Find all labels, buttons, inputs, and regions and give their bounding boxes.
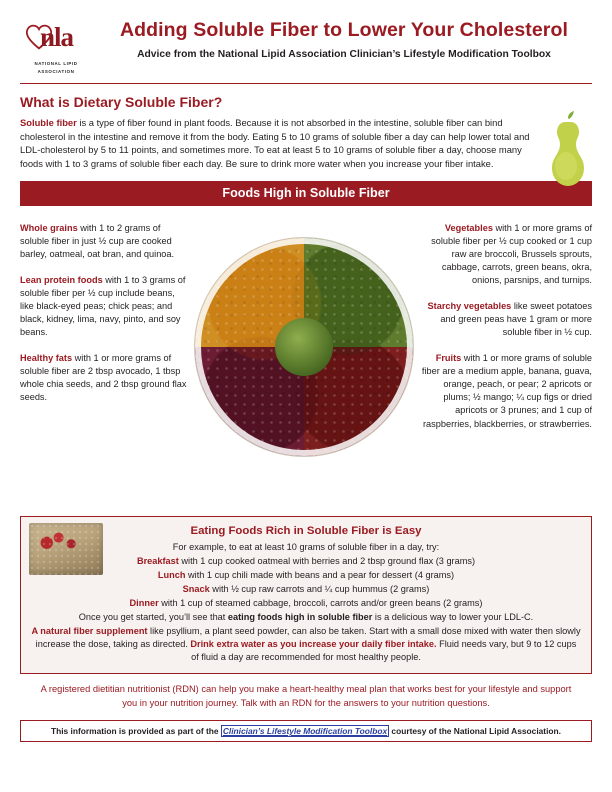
closing-text-emphasis: eating foods high in soluble fiber bbox=[227, 612, 373, 623]
food-item-fruits bbox=[420, 352, 592, 430]
header-divider bbox=[20, 83, 592, 84]
intro-body-text: is a type of fiber found in plant foods. Because it is not absorbed in the intestine, soluble fiber can bind cholesterol in the intestine and remove it from the body. Eating 5 to 10 grams of soluble fiber a day can help lower total and LDL-cholesterol by 5 to 11 points, and sometimes more. To eat at least 5 to 10 grams of soluble fiber a day, choose many foods with 1 to 3 grams of soluble fiber each day. Be sure to drink more water when you increase your fiber intake. bbox=[20, 117, 530, 170]
document-header bbox=[20, 0, 592, 75]
footer-prefix: This information is provided as part of the bbox=[51, 726, 221, 737]
meal-lunch bbox=[31, 569, 581, 582]
meal-label: Dinner bbox=[129, 597, 159, 608]
meal-text: with 1 cup chili made with beans and a pear for dessert (4 grams) bbox=[185, 569, 455, 580]
food-item-text: with 1 to 3 grams of soluble fiber per ½ cup include beans, like black-eyed peas; chick peas; and black, kidney, lima, navy, pinto, and soy beans. bbox=[20, 274, 186, 338]
plate-photo-container bbox=[188, 216, 420, 508]
closing-text-a: Once you get started, you’ll see that bbox=[78, 612, 228, 623]
supplement-term: A natural fiber supplement bbox=[31, 626, 148, 637]
food-item-text: with 1 to 2 grams of soluble fiber in just ½ cup are cooked barley, oatmeal, oat bran, and quinoa. bbox=[20, 222, 175, 259]
food-item-vegetables bbox=[420, 222, 592, 287]
food-item-whole-grains bbox=[20, 222, 188, 261]
food-item-text: with 1 or more grams of soluble fiber per ½ cup cooked or 1 cup raw are broccoli, Brussels sprouts, cabbage, carrots, green beans, okra, onions, parsnips, and turnips. bbox=[431, 222, 592, 285]
rdn-note: A registered dietitian nutritionist (RDN) can help you make a heart-healthy meal plan that works best for your lifestyle and support you in your nutrition journey. Talk with an RDN for the answers to your nutrition questions. bbox=[40, 684, 572, 708]
fluid-note: Fluid needs vary, but 9 to 12 cups of fluid a day are recommended for most healthy people. bbox=[191, 639, 577, 663]
food-item-title: Starchy vegetables bbox=[427, 301, 512, 312]
footer-suffix: courtesy of the National Lipid Association. bbox=[389, 726, 561, 737]
meal-text: with ½ cup raw carrots and ¼ cup hummus (2 grams) bbox=[209, 583, 430, 594]
food-item-starchy-vegetables bbox=[420, 300, 592, 339]
plate-rim bbox=[195, 238, 413, 456]
meal-label: Snack bbox=[182, 583, 210, 594]
panel-closing-2 bbox=[31, 625, 581, 664]
pear-illustration bbox=[544, 110, 590, 188]
logo-wordmark: nla bbox=[40, 22, 74, 52]
food-item-title: Whole grains bbox=[20, 222, 78, 233]
easy-eating-panel bbox=[20, 516, 592, 675]
section-heading-what-is-fiber: What is Dietary Soluble Fiber? bbox=[20, 94, 223, 111]
water-warning: Drink extra water as you increase your daily fiber intake. bbox=[190, 639, 437, 650]
food-item-title: Fruits bbox=[435, 353, 462, 364]
foods-section bbox=[20, 216, 592, 508]
intro-paragraph bbox=[20, 116, 540, 171]
page-subtitle: Advice from the National Lipid Association Clinician’s Lifestyle Modification Toolbox bbox=[137, 49, 551, 61]
footer-attribution bbox=[20, 720, 592, 742]
meal-label: Breakfast bbox=[136, 555, 179, 566]
foods-left-column bbox=[20, 216, 188, 508]
food-item-title: Healthy fats bbox=[20, 353, 73, 364]
meal-text: with 1 cup of steamed cabbage, broccoli, carrots and/or green beans (2 grams) bbox=[158, 597, 483, 608]
food-item-lean-protein bbox=[20, 274, 188, 339]
food-item-title: Lean protein foods bbox=[20, 274, 103, 285]
panel-title: Eating Foods Rich in Soluble Fiber is Easy bbox=[190, 524, 422, 537]
food-item-text: with 1 or more grams of soluble fiber are 2 tbsp avocado, 1 tbsp whole chia seeds, and 2 tbsp ground flax seeds. bbox=[20, 353, 187, 403]
oatmeal-texture bbox=[29, 523, 103, 575]
food-item-healthy-fats bbox=[20, 352, 188, 404]
meal-label: Lunch bbox=[157, 569, 186, 580]
page-title: Adding Soluble Fiber to Lower Your Cholesterol bbox=[119, 19, 569, 41]
meal-snack bbox=[31, 583, 581, 596]
nla-logo bbox=[20, 18, 92, 75]
food-item-text: like sweet potatoes and green peas have 1 gram or more soluble fiber in ½ cup. bbox=[440, 301, 592, 338]
foods-right-column bbox=[420, 216, 592, 508]
header-text bbox=[92, 18, 592, 62]
meal-breakfast bbox=[31, 555, 581, 568]
oatmeal-with-berries-image bbox=[29, 523, 103, 575]
foods-banner: Foods High in Soluble Fiber bbox=[20, 181, 592, 206]
closing-text-c: is a delicious way to lower your LDL-C. bbox=[372, 612, 534, 623]
supplement-text: like psyllium, a plant seed powder, can also be taken. Start with a small dose mixed with water then slowly increase the dose, taking as directed. bbox=[35, 626, 581, 650]
meal-dinner bbox=[31, 597, 581, 610]
logo-mark bbox=[20, 22, 90, 60]
panel-intro: For example, to eat at least 10 grams of soluble fiber in a day, try: bbox=[172, 541, 440, 552]
food-item-title: Vegetables bbox=[444, 222, 493, 233]
logo-subtitle-line1: NATIONAL LIPID bbox=[34, 61, 78, 66]
plate-of-vegetables-image bbox=[195, 238, 413, 456]
food-item-text: with 1 or more grams of soluble fiber are a medium apple, banana, guava, orange, peach, or pear; 2 apricots or plums; ½ mango; ¼ cup figs or dried apricots or 3 prunes; and 1 cup of raspberries, blackberries, or strawberries. bbox=[421, 353, 592, 429]
toolbox-link[interactable]: Clinician’s Lifestyle Modification Toolbox bbox=[222, 726, 388, 737]
meal-text: with 1 cup cooked oatmeal with berries and 2 tbsp ground flax (3 grams) bbox=[178, 555, 476, 566]
intro-lead-term: Soluble fiber bbox=[20, 117, 77, 129]
logo-subtitle-line2: ASSOCIATION bbox=[37, 68, 75, 74]
panel-closing-1 bbox=[31, 611, 581, 624]
